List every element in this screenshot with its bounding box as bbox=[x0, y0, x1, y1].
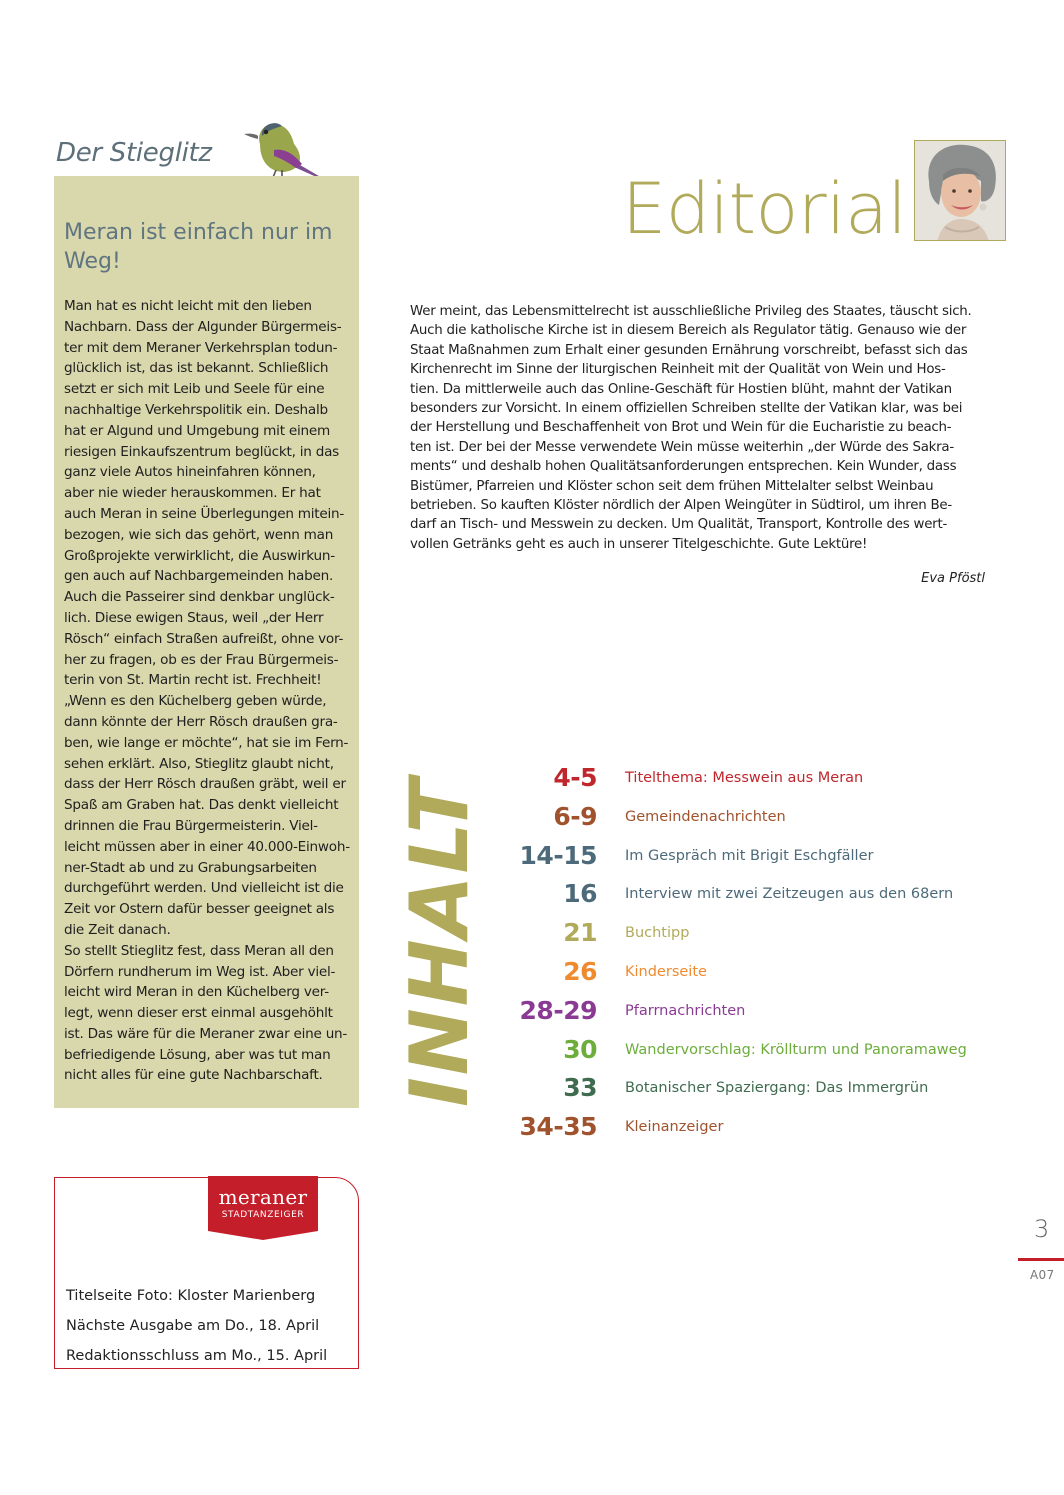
author-portrait bbox=[914, 140, 1006, 241]
toc-item-title: Kleinanzeiger bbox=[625, 1119, 724, 1136]
toc-page-number: 34-35 bbox=[519, 1112, 597, 1142]
toc-item-title: Kinderseite bbox=[625, 963, 707, 980]
toc-page-number: 21 bbox=[563, 918, 597, 948]
column-box bbox=[54, 176, 359, 1108]
toc-item-title: Interview mit zwei Zeitzeugen aus den 68ern bbox=[625, 886, 954, 903]
toc-item-title: Pfarrnachrichten bbox=[625, 1002, 746, 1019]
column-headline: Meran ist einfach nur im Weg! bbox=[64, 220, 333, 274]
logo-main-text: meraner bbox=[218, 1185, 308, 1209]
toc-item-title: Titelthema: Messwein aus Meran bbox=[625, 770, 864, 786]
toc-page-number: 16 bbox=[563, 879, 597, 909]
next-issue-date: Nächste Ausgabe am Do., 18. April bbox=[66, 1318, 320, 1334]
toc-item-title: Gemeindenachrichten bbox=[625, 808, 786, 825]
page-code: A07 bbox=[1030, 1268, 1055, 1282]
imprint-lines bbox=[66, 1286, 327, 1376]
toc-item-title: Buchtipp bbox=[625, 925, 690, 942]
toc-item-title: Im Gespräch mit Brigit Eschgfäller bbox=[625, 847, 874, 864]
editorial-title: Editorial bbox=[622, 168, 907, 250]
editorial-deadline: Redaktionsschluss am Mo., 15. April bbox=[66, 1348, 328, 1364]
toc-page-number: 4-5 bbox=[553, 763, 597, 792]
meraner-stadtanzeiger-logo bbox=[208, 1176, 318, 1240]
toc-page-number: 26 bbox=[563, 956, 597, 986]
toc-item-title: Wandervorschlag: Kröllturm und Panoramaweg bbox=[625, 1041, 967, 1058]
toc-page-number: 30 bbox=[563, 1034, 597, 1064]
column-title: Der Stieglitz bbox=[56, 138, 212, 168]
toc-heading: INHALT bbox=[393, 777, 486, 1107]
page-marker-line bbox=[1018, 1258, 1064, 1261]
imprint-box bbox=[54, 1177, 359, 1369]
cover-photo-credit: Titelseite Foto: Kloster Marienberg bbox=[66, 1288, 316, 1304]
toc-page-number: 6-9 bbox=[553, 801, 597, 831]
column-body: Man hat es nicht leicht mit den lieben Nachbarn. Dass der Algunder Bürgermeis- ter mit dem Meraner Verkehrsplan todun- glücklich ist, das ist bekannt. Schließlich setzt er sich mit Leib und Seele für eine nachhaltige Verkehrspolitik ein. Deshalb hat er Algund und Umgebung mit einem riesigen Einkaufszentrum beglückt, in das ganz viele Autos hineinfahren können, aber nie wieder herauskommen. Er hat auch Meran in seine Überlegungen mitein- bezogen, wie sich das gehört, wenn man Großprojekte verwirklicht, die Auswirkun- gen auch auf Nachbargemeinden haben. Auch die Passeirer sind denkbar unglück- lich. Diese ewigen Staus, weil „der Herr Rösch“ einfach Straßen aufreißt, ohne vor- her zu fragen, ob es der Frau Bürgermeis- terin von St. Martin recht ist. Frechheit! „Wenn es den Küchelberg geben würde, dann könnte der Herr Rösch draußen gra- ben, wie lange er möchte“, hat sie im Fern- sehen erklärt. Also, Stieglitz glaubt nicht, dass der Herr Rösch draußen gräbt, weil er Spaß am Graben hat. Das denkt vielleicht drinnen die Frau Bürgermeisterin. Viel- leicht müssen aber in einer 40.000-Einwoh- ner-Stadt ab und zu Grabungsarbeiten durchgeführt werden. Und vielleicht ist die Zeit vor Ostern dafür besser geeignet als die Zeit danach. So stellt Stieglitz fest, dass Meran all den Dörfern rundherum im Weg ist. Aber viel- leicht wird Meran in den Küchelberg ver- legt, wenn dieser erst einmal ausgehöhlt ist. Das wäre für die Meraner zwar eine un- befriedigende Lösung, aber was tut man nicht alles für eine gute Nachbarschaft. bbox=[64, 298, 350, 1084]
editorial-body: Wer meint, das Lebensmittelrecht ist ausschließliche Privileg des Staates, täuscht sich. Auch die katholische Kirche ist in diesem Bereich als Regulator tätig. Genauso wie der Staat Maßnahmen zum Erhalt einer gesunden Ernährung vorschreibt, befasst sich das Kirchenrecht im Sinne der liturgischen Reinheit mit der Qualität von Wein und Hos- tien. Da mittlerweile auch das Online-Geschäft für Hostien blüht, mahnt der Vatikan besonders zur Vorsicht. In einem offiziellen Schreiben stellte der Vatikan klar, was bei der Herstellung und Beschaffenheit von Brot und Wein für die Eucharistie zu beach- ten ist. Der bei der Messe verwendete Wein müsse weiterhin „der Würde des Sakra- ments“ und deshalb hohen Qualitätsanforderungen entsprechen. Kein Wunder, dass Bistümer, Pfarreien und Klöster schon seit dem frühen Mittelalter selbst Weinbau betrieben. So kauften Klöster nördlich der Alpen Weingüter in Südtirol, um ihren Be- darf an Tisch- und Messwein zu decken. Um Qualität, Transport, Kontrolle des wert- vollen Getränks geht es auch in unserer Titelgeschichte. Gute Lektüre! bbox=[410, 304, 972, 552]
toc-page-number: 33 bbox=[563, 1073, 597, 1103]
logo-sub-text: STADTANZEIGER bbox=[221, 1210, 305, 1220]
page-number: 3 bbox=[1034, 1215, 1050, 1243]
toc-item-title: Botanischer Spaziergang: Das Immergrün bbox=[625, 1080, 929, 1097]
editorial-author: Eva Pföstl bbox=[921, 571, 985, 586]
portrait-image bbox=[915, 141, 1006, 241]
toc-page-number: 14-15 bbox=[519, 840, 597, 870]
toc-page-number: 28-29 bbox=[519, 995, 597, 1025]
